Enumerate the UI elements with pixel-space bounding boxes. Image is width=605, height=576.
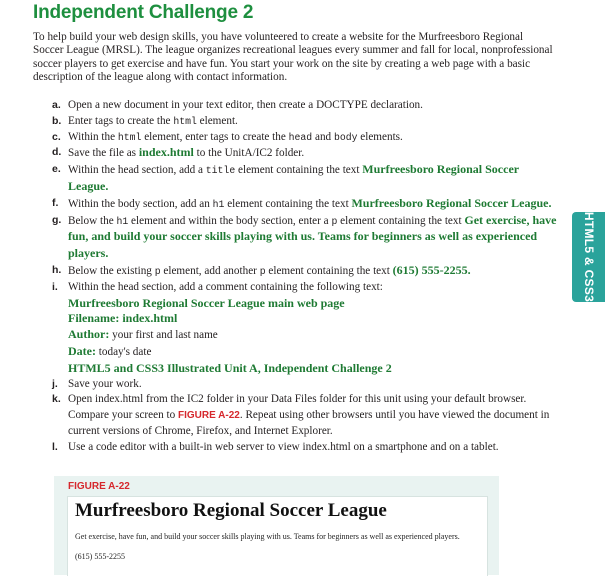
text-run: element containing the text [224,197,352,210]
code-term: p [154,265,161,277]
step-text [68,130,557,146]
step-letter: g. [52,213,62,226]
text-run: Within the head section, add a [68,164,206,177]
step-text [68,114,557,130]
text-run: Save the file as [68,147,139,160]
code-term: h1 [212,198,225,210]
code-term: body [333,131,358,143]
step-c [52,130,557,146]
text-run: to the UnitA/IC2 folder. [193,147,305,160]
step-letter: d. [52,146,62,159]
text-run: Open index.html from the IC2 folder in your Data Files folder for this unit using your default browser. Compare your screen to [68,393,527,422]
step-h [52,263,557,280]
code-term: title [205,165,236,177]
comment-line-3 [68,327,557,344]
text-run: element containing the text [337,214,465,227]
step-text: Within the head section, add a comment containing the following text: [68,280,383,293]
comment-value: today's date [95,345,152,358]
step-text [68,145,557,162]
step-d [52,145,557,162]
step-text [68,392,557,439]
text-run: element, enter tags to create the [141,130,289,143]
text-run: element containing the text [235,164,363,177]
text-run: element and within the body section, enter a [128,214,332,227]
figure-reference: FIGURE A-22 [177,410,240,422]
highlight-text: (615) 555-2255. [392,262,471,277]
highlight-text: Murfreesboro Regional Soccer League. [68,162,519,193]
step-b [52,114,557,130]
code-term: p [259,265,266,277]
step-text [68,196,557,213]
code-term: h1 [116,215,129,227]
step-letter: e. [52,163,61,176]
text-run: Within the body section, add an [68,197,213,210]
figure-heading: Murfreesboro Regional Soccer League [75,500,387,521]
comment-label: Author: [68,327,110,342]
figure-browser-preview [67,496,488,576]
text-run: element. [196,114,238,127]
step-e [52,162,557,196]
text-run: Within the [68,130,118,143]
figure-paragraph: Get exercise, have fun, and build your soccer skills playing with us. Teams for beginners as well as experienced players. [75,532,460,541]
step-letter: f. [52,196,59,209]
text-run: Below the existing [68,264,155,277]
side-tab-label: HTML5 & CSS3 [581,211,596,303]
step-letter: b. [52,114,62,127]
step-text: Use a code editor with a built-in web server to view index.html on a smartphone and on a tablet. [68,440,499,453]
step-f [52,196,557,213]
step-letter: i. [52,280,58,293]
figure-phone: (615) 555-2255 [75,552,125,561]
step-l [52,440,557,456]
figure-label: FIGURE A-22 [68,481,130,492]
page-title: Independent Challenge 2 [33,2,254,23]
step-letter: h. [52,263,62,276]
text-run: element containing the text [265,264,393,277]
step-text [68,213,557,263]
code-term: head [288,131,313,143]
step-letter: k. [52,393,61,406]
comment-line-4 [68,344,557,361]
comment-line-2: Filename: index.html [68,311,178,326]
comment-line-5: HTML5 and CSS3 Illustrated Unit A, Independent Challenge 2 [68,360,392,375]
step-k [52,392,557,439]
step-text [68,162,557,196]
step-text [68,263,557,280]
text-run: Enter tags to create the [68,114,174,127]
steps-list [52,98,557,456]
text-run: element, add another [160,264,260,277]
step-letter: c. [52,130,61,143]
step-text: Open a new document in your text editor, then create a DOCTYPE declaration. [68,99,423,111]
code-term: p [331,215,338,227]
highlight-text: index.html [138,145,194,160]
figure-box [54,476,499,575]
step-letter: a. [52,99,61,111]
comment-value: your first and last name [109,329,218,342]
code-term: html [117,131,142,143]
step-a [52,98,557,114]
side-tab [572,212,605,302]
step-i [52,280,557,296]
step-text: Save your work. [68,377,142,390]
step-letter: l. [52,440,58,453]
text-run: . Repeat using other browsers until you have viewed the document in current versions of Chrome, Firefox, and Internet Explorer. [68,409,550,437]
comment-label: Date: [68,343,96,358]
step-g [52,213,557,263]
code-term: html [173,115,197,127]
text-run: Below the [68,214,117,227]
comment-block [68,296,557,377]
text-run: elements. [357,130,403,143]
highlight-text: Murfreesboro Regional Soccer League. [351,195,552,210]
step-j [52,377,557,393]
text-run: and [312,130,334,143]
step-letter: j. [52,377,58,390]
highlight-text: Get exercise, have fun, and build your soccer skills playing with us. Teams for beginners as well as experienced players. [68,212,557,261]
intro-paragraph: To help build your web design skills, you have volunteered to create a website for the Murfreesboro Regional Soccer League (MRSL). The league organizes recreational leagues every summer and fall for local, nonprofessional soccer players to get exercise and have fun. You start your work on the site by creating a web page with a basic description of the league along with contact information. [33,31,553,84]
comment-line-1: Murfreesboro Regional Soccer League main web page [68,295,345,310]
